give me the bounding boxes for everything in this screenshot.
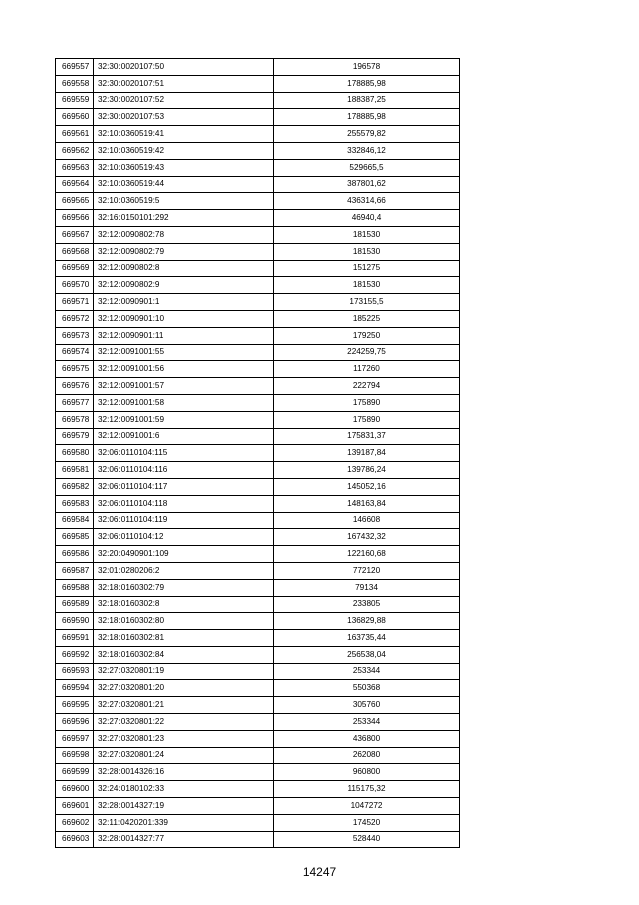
cadastral-number-cell: 32:27:0320801:19 bbox=[94, 663, 274, 680]
cadastral-number-cell: 32:30:0020107:52 bbox=[94, 92, 274, 109]
table-row bbox=[56, 92, 460, 109]
cadastral-value-cell: 1047272 bbox=[274, 798, 460, 815]
cadastral-value-cell: 148163,84 bbox=[274, 495, 460, 512]
table-row bbox=[56, 361, 460, 378]
row-number-cell: 669582 bbox=[56, 478, 94, 495]
cadastral-value-cell: 960800 bbox=[274, 764, 460, 781]
cadastral-number-cell: 32:28:0014327:19 bbox=[94, 798, 274, 815]
cadastral-value-cell: 387801,62 bbox=[274, 176, 460, 193]
row-number-cell: 669603 bbox=[56, 831, 94, 848]
cadastral-value-cell: 175831,37 bbox=[274, 428, 460, 445]
row-number-cell: 669557 bbox=[56, 59, 94, 76]
cadastral-value-cell: 196578 bbox=[274, 59, 460, 76]
cadastral-number-cell: 32:24:0180102:33 bbox=[94, 781, 274, 798]
row-number-cell: 669602 bbox=[56, 814, 94, 831]
cadastral-number-cell: 32:28:0014327:77 bbox=[94, 831, 274, 848]
table-row bbox=[56, 546, 460, 563]
cadastral-value-cell: 256538,04 bbox=[274, 646, 460, 663]
cadastral-value-cell: 305760 bbox=[274, 697, 460, 714]
row-number-cell: 669576 bbox=[56, 378, 94, 395]
row-number-cell: 669572 bbox=[56, 310, 94, 327]
cadastral-value-cell: 772120 bbox=[274, 562, 460, 579]
cadastral-number-cell: 32:10:0360519:43 bbox=[94, 159, 274, 176]
table-row bbox=[56, 176, 460, 193]
cadastral-value-cell: 436314,66 bbox=[274, 193, 460, 210]
cadastral-number-cell: 32:18:0160302:81 bbox=[94, 630, 274, 647]
table-row bbox=[56, 243, 460, 260]
row-number-cell: 669575 bbox=[56, 361, 94, 378]
row-number-cell: 669566 bbox=[56, 210, 94, 227]
cadastral-value-cell: 332846,12 bbox=[274, 142, 460, 159]
table-row bbox=[56, 310, 460, 327]
row-number-cell: 669599 bbox=[56, 764, 94, 781]
cadastral-value-cell: 262080 bbox=[274, 747, 460, 764]
table-row bbox=[56, 142, 460, 159]
row-number-cell: 669573 bbox=[56, 327, 94, 344]
cadastral-value-cell: 79134 bbox=[274, 579, 460, 596]
cadastral-value-cell: 188387,25 bbox=[274, 92, 460, 109]
cadastral-value-cell: 550368 bbox=[274, 680, 460, 697]
row-number-cell: 669559 bbox=[56, 92, 94, 109]
cadastral-number-cell: 32:18:0160302:8 bbox=[94, 596, 274, 613]
row-number-cell: 669594 bbox=[56, 680, 94, 697]
table-row bbox=[56, 747, 460, 764]
table-row bbox=[56, 109, 460, 126]
cadastral-value-cell: 181530 bbox=[274, 243, 460, 260]
row-number-cell: 669568 bbox=[56, 243, 94, 260]
table-row bbox=[56, 814, 460, 831]
table-row bbox=[56, 646, 460, 663]
table-row bbox=[56, 394, 460, 411]
cadastral-number-cell: 32:12:0091001:6 bbox=[94, 428, 274, 445]
table-row bbox=[56, 512, 460, 529]
cadastral-number-cell: 32:27:0320801:24 bbox=[94, 747, 274, 764]
table-row bbox=[56, 411, 460, 428]
table-row bbox=[56, 798, 460, 815]
row-number-cell: 669571 bbox=[56, 294, 94, 311]
cadastral-value-cell: 179250 bbox=[274, 327, 460, 344]
cadastral-number-cell: 32:30:0020107:51 bbox=[94, 75, 274, 92]
cadastral-value-cell: 222794 bbox=[274, 378, 460, 395]
row-number-cell: 669561 bbox=[56, 126, 94, 143]
cadastral-value-cell: 255579,82 bbox=[274, 126, 460, 143]
table-row bbox=[56, 562, 460, 579]
table-row bbox=[56, 210, 460, 227]
cadastral-number-cell: 32:18:0160302:84 bbox=[94, 646, 274, 663]
cadastral-number-cell: 32:12:0091001:59 bbox=[94, 411, 274, 428]
row-number-cell: 669587 bbox=[56, 562, 94, 579]
table-row bbox=[56, 126, 460, 143]
row-number-cell: 669560 bbox=[56, 109, 94, 126]
row-number-cell: 669586 bbox=[56, 546, 94, 563]
row-number-cell: 669580 bbox=[56, 445, 94, 462]
cadastral-value-cell: 46940,4 bbox=[274, 210, 460, 227]
page-number: 14247 bbox=[302, 865, 337, 879]
cadastral-value-cell: 167432,32 bbox=[274, 529, 460, 546]
row-number-cell: 669590 bbox=[56, 613, 94, 630]
cadastral-value-cell: 181530 bbox=[274, 226, 460, 243]
row-number-cell: 669591 bbox=[56, 630, 94, 647]
cadastral-number-cell: 32:01:0280206:2 bbox=[94, 562, 274, 579]
cadastral-value-cell: 139187,84 bbox=[274, 445, 460, 462]
row-number-cell: 669569 bbox=[56, 260, 94, 277]
cadastral-value-cell: 174520 bbox=[274, 814, 460, 831]
cadastral-value-cell: 146608 bbox=[274, 512, 460, 529]
row-number-cell: 669578 bbox=[56, 411, 94, 428]
cadastral-number-cell: 32:27:0320801:20 bbox=[94, 680, 274, 697]
cadastral-value-cell: 253344 bbox=[274, 663, 460, 680]
row-number-cell: 669593 bbox=[56, 663, 94, 680]
table-row bbox=[56, 529, 460, 546]
cadastral-number-cell: 32:06:0110104:117 bbox=[94, 478, 274, 495]
row-number-cell: 669597 bbox=[56, 730, 94, 747]
cadastral-number-cell: 32:18:0160302:79 bbox=[94, 579, 274, 596]
cadastral-value-cell: 253344 bbox=[274, 714, 460, 731]
table-row bbox=[56, 260, 460, 277]
cadastral-value-cell: 178885,98 bbox=[274, 109, 460, 126]
cadastral-value-cell: 117260 bbox=[274, 361, 460, 378]
row-number-cell: 669570 bbox=[56, 277, 94, 294]
cadastral-value-cell: 528440 bbox=[274, 831, 460, 848]
cadastral-number-cell: 32:10:0360519:5 bbox=[94, 193, 274, 210]
table-row bbox=[56, 193, 460, 210]
cadastral-value-cell: 224259,75 bbox=[274, 344, 460, 361]
table-row bbox=[56, 495, 460, 512]
cadastral-number-cell: 32:10:0360519:41 bbox=[94, 126, 274, 143]
table-row bbox=[56, 613, 460, 630]
row-number-cell: 669567 bbox=[56, 226, 94, 243]
cadastral-number-cell: 32:06:0110104:115 bbox=[94, 445, 274, 462]
row-number-cell: 669598 bbox=[56, 747, 94, 764]
row-number-cell: 669562 bbox=[56, 142, 94, 159]
cadastral-value-cell: 163735,44 bbox=[274, 630, 460, 647]
table-row bbox=[56, 378, 460, 395]
cadastral-value-cell: 139786,24 bbox=[274, 462, 460, 479]
cadastral-number-cell: 32:12:0090802:79 bbox=[94, 243, 274, 260]
table-row bbox=[56, 75, 460, 92]
cadastral-number-cell: 32:12:0091001:56 bbox=[94, 361, 274, 378]
table-row bbox=[56, 630, 460, 647]
cadastral-number-cell: 32:27:0320801:22 bbox=[94, 714, 274, 731]
cadastral-number-cell: 32:12:0090901:10 bbox=[94, 310, 274, 327]
cadastral-number-cell: 32:27:0320801:21 bbox=[94, 697, 274, 714]
cadastral-value-cell: 136829,88 bbox=[274, 613, 460, 630]
row-number-cell: 669583 bbox=[56, 495, 94, 512]
table-row bbox=[56, 294, 460, 311]
row-number-cell: 669585 bbox=[56, 529, 94, 546]
table-row bbox=[56, 462, 460, 479]
cadastral-number-cell: 32:06:0110104:116 bbox=[94, 462, 274, 479]
cadastral-number-cell: 32:12:0090802:8 bbox=[94, 260, 274, 277]
cadastral-value-cell: 115175,32 bbox=[274, 781, 460, 798]
cadastral-value-cell: 175890 bbox=[274, 394, 460, 411]
cadastral-number-cell: 32:06:0110104:118 bbox=[94, 495, 274, 512]
table-row bbox=[56, 445, 460, 462]
cadastral-number-cell: 32:12:0090802:9 bbox=[94, 277, 274, 294]
cadastral-number-cell: 32:10:0360519:44 bbox=[94, 176, 274, 193]
table-row bbox=[56, 730, 460, 747]
row-number-cell: 669592 bbox=[56, 646, 94, 663]
table-row bbox=[56, 344, 460, 361]
row-number-cell: 669584 bbox=[56, 512, 94, 529]
table-row bbox=[56, 428, 460, 445]
cadastral-value-cell: 529665,5 bbox=[274, 159, 460, 176]
cadastral-value-cell: 181530 bbox=[274, 277, 460, 294]
row-number-cell: 669565 bbox=[56, 193, 94, 210]
cadastral-number-cell: 32:06:0110104:12 bbox=[94, 529, 274, 546]
cadastral-value-cell: 233805 bbox=[274, 596, 460, 613]
cadastral-value-table bbox=[55, 58, 460, 848]
row-number-cell: 669579 bbox=[56, 428, 94, 445]
cadastral-number-cell: 32:18:0160302:80 bbox=[94, 613, 274, 630]
table-row bbox=[56, 680, 460, 697]
table-row bbox=[56, 579, 460, 596]
cadastral-value-cell: 185225 bbox=[274, 310, 460, 327]
cadastral-number-cell: 32:10:0360519:42 bbox=[94, 142, 274, 159]
row-number-cell: 669563 bbox=[56, 159, 94, 176]
cadastral-number-cell: 32:12:0090901:1 bbox=[94, 294, 274, 311]
cadastral-number-cell: 32:12:0090901:11 bbox=[94, 327, 274, 344]
cadastral-value-cell: 145052,16 bbox=[274, 478, 460, 495]
row-number-cell: 669577 bbox=[56, 394, 94, 411]
row-number-cell: 669574 bbox=[56, 344, 94, 361]
table-row bbox=[56, 596, 460, 613]
table-row bbox=[56, 714, 460, 731]
cadastral-number-cell: 32:12:0090802:78 bbox=[94, 226, 274, 243]
cadastral-number-cell: 32:30:0020107:53 bbox=[94, 109, 274, 126]
cadastral-number-cell: 32:12:0091001:55 bbox=[94, 344, 274, 361]
row-number-cell: 669589 bbox=[56, 596, 94, 613]
table-row bbox=[56, 327, 460, 344]
cadastral-value-cell: 173155,5 bbox=[274, 294, 460, 311]
row-number-cell: 669588 bbox=[56, 579, 94, 596]
row-number-cell: 669558 bbox=[56, 75, 94, 92]
table-body bbox=[56, 59, 460, 848]
row-number-cell: 669564 bbox=[56, 176, 94, 193]
row-number-cell: 669600 bbox=[56, 781, 94, 798]
table-row bbox=[56, 159, 460, 176]
cadastral-number-cell: 32:27:0320801:23 bbox=[94, 730, 274, 747]
row-number-cell: 669601 bbox=[56, 798, 94, 815]
cadastral-number-cell: 32:12:0091001:58 bbox=[94, 394, 274, 411]
row-number-cell: 669596 bbox=[56, 714, 94, 731]
cadastral-number-cell: 32:30:0020107:50 bbox=[94, 59, 274, 76]
table-row bbox=[56, 781, 460, 798]
cadastral-number-cell: 32:28:0014326:16 bbox=[94, 764, 274, 781]
table-row bbox=[56, 697, 460, 714]
table-row bbox=[56, 478, 460, 495]
cadastral-number-cell: 32:12:0091001:57 bbox=[94, 378, 274, 395]
cadastral-value-cell: 175890 bbox=[274, 411, 460, 428]
cadastral-number-cell: 32:06:0110104:119 bbox=[94, 512, 274, 529]
table-row bbox=[56, 277, 460, 294]
table-row bbox=[56, 764, 460, 781]
cadastral-number-cell: 32:20:0490901:109 bbox=[94, 546, 274, 563]
cadastral-number-cell: 32:11:0420201:339 bbox=[94, 814, 274, 831]
cadastral-value-cell: 178885,98 bbox=[274, 75, 460, 92]
cadastral-value-cell: 151275 bbox=[274, 260, 460, 277]
cadastral-value-cell: 436800 bbox=[274, 730, 460, 747]
row-number-cell: 669595 bbox=[56, 697, 94, 714]
cadastral-number-cell: 32:16:0150101:292 bbox=[94, 210, 274, 227]
cadastral-value-cell: 122160,68 bbox=[274, 546, 460, 563]
table-row bbox=[56, 831, 460, 848]
table-row bbox=[56, 663, 460, 680]
table-row bbox=[56, 226, 460, 243]
row-number-cell: 669581 bbox=[56, 462, 94, 479]
table-row bbox=[56, 59, 460, 76]
